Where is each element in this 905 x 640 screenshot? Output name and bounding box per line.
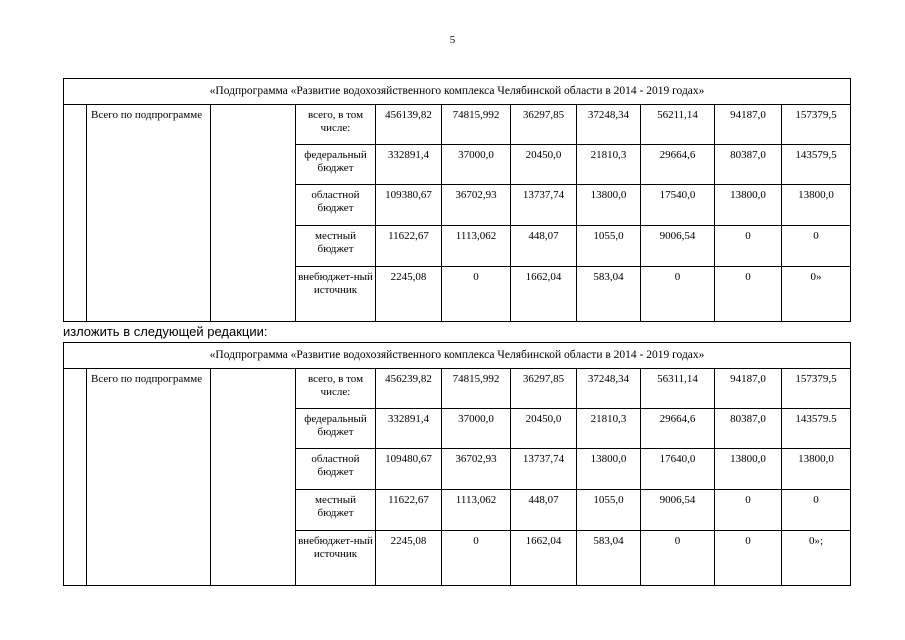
source-cell: местный бюджет [296, 226, 376, 267]
value-cell: 583,04 [577, 531, 641, 586]
value-cell: 1055,0 [577, 490, 641, 531]
value-cell: 13737,74 [511, 449, 577, 490]
value-cell: 36702,93 [442, 449, 511, 490]
value-cell: 21810,3 [577, 409, 641, 449]
value-cell: 1662,04 [511, 531, 577, 586]
source-cell: областной бюджет [296, 185, 376, 226]
value-cell: 0 [715, 267, 782, 322]
value-cell: 0 [715, 226, 782, 267]
value-cell: 13800,0 [715, 185, 782, 226]
value-cell: 80387,0 [715, 409, 782, 449]
value-cell: 143579,5 [782, 145, 851, 185]
value-cell: 20450,0 [511, 409, 577, 449]
value-cell: 583,04 [577, 267, 641, 322]
value-cell: 448,07 [511, 226, 577, 267]
source-cell: внебюджет-ный источник [296, 531, 376, 586]
value-cell: 17540,0 [641, 185, 715, 226]
value-cell: 1113,062 [442, 226, 511, 267]
value-cell: 56211,14 [641, 105, 715, 145]
amendment-instruction: изложить в следующей редакции: [63, 324, 268, 339]
value-cell: 80387,0 [715, 145, 782, 185]
table-title: «Подпрограмма «Развитие водохозяйственного комплекса Челябинской области в 2014 - 2019 годах» [64, 343, 851, 369]
value-cell: 157379,5 [782, 105, 851, 145]
empty-cell [64, 105, 87, 322]
value-cell: 29664,6 [641, 409, 715, 449]
value-cell: 11622,67 [376, 490, 442, 531]
source-cell: федеральный бюджет [296, 145, 376, 185]
value-cell: 0» [782, 267, 851, 322]
table-title: «Подпрограмма «Развитие водохозяйственного комплекса Челябинской области в 2014 - 2019 годах» [64, 79, 851, 105]
value-cell: 1662,04 [511, 267, 577, 322]
source-cell: всего, в том числе: [296, 105, 376, 145]
value-cell: 456139,82 [376, 105, 442, 145]
value-cell: 448,07 [511, 490, 577, 531]
row-label: Всего по подпрограмме [87, 369, 211, 586]
value-cell: 13800,0 [782, 185, 851, 226]
value-cell: 332891,4 [376, 409, 442, 449]
value-cell: 0 [715, 531, 782, 586]
value-cell: 74815,992 [442, 105, 511, 145]
source-cell: всего, в том числе: [296, 369, 376, 409]
value-cell: 0 [782, 226, 851, 267]
source-cell: внебюджет-ный источник [296, 267, 376, 322]
value-cell: 13800,0 [577, 185, 641, 226]
value-cell: 1113,062 [442, 490, 511, 531]
value-cell: 0 [641, 531, 715, 586]
value-cell: 56311,14 [641, 369, 715, 409]
value-cell: 74815,992 [442, 369, 511, 409]
value-cell: 37000,0 [442, 409, 511, 449]
value-cell: 37248,34 [577, 105, 641, 145]
value-cell: 21810,3 [577, 145, 641, 185]
value-cell: 0 [442, 267, 511, 322]
value-cell: 37000,0 [442, 145, 511, 185]
value-cell: 9006,54 [641, 490, 715, 531]
value-cell: 0 [715, 490, 782, 531]
value-cell: 157379,5 [782, 369, 851, 409]
value-cell: 20450,0 [511, 145, 577, 185]
value-cell: 1055,0 [577, 226, 641, 267]
value-cell: 11622,67 [376, 226, 442, 267]
value-cell: 94187,0 [715, 369, 782, 409]
value-cell: 0»; [782, 531, 851, 586]
value-cell: 13800,0 [715, 449, 782, 490]
value-cell: 17640,0 [641, 449, 715, 490]
value-cell: 456239,82 [376, 369, 442, 409]
page-number: 5 [449, 34, 456, 46]
source-cell: областной бюджет [296, 449, 376, 490]
value-cell: 0 [782, 490, 851, 531]
value-cell: 0 [641, 267, 715, 322]
value-cell: 0 [442, 531, 511, 586]
value-cell: 37248,34 [577, 369, 641, 409]
value-cell: 109380,67 [376, 185, 442, 226]
value-cell: 36297,85 [511, 105, 577, 145]
value-cell: 13800,0 [782, 449, 851, 490]
value-cell: 36702,93 [442, 185, 511, 226]
program-table-new [63, 342, 851, 586]
source-cell: федеральный бюджет [296, 409, 376, 449]
value-cell: 94187,0 [715, 105, 782, 145]
source-cell: местный бюджет [296, 490, 376, 531]
empty-cell [64, 369, 87, 586]
value-cell: 2245,08 [376, 531, 442, 586]
empty-cell [211, 105, 296, 322]
program-table-old [63, 78, 851, 322]
value-cell: 29664,6 [641, 145, 715, 185]
value-cell: 332891,4 [376, 145, 442, 185]
value-cell: 13737,74 [511, 185, 577, 226]
value-cell: 2245,08 [376, 267, 442, 322]
row-label: Всего по подпрограмме [87, 105, 211, 322]
value-cell: 109480,67 [376, 449, 442, 490]
value-cell: 9006,54 [641, 226, 715, 267]
value-cell: 13800,0 [577, 449, 641, 490]
empty-cell [211, 369, 296, 586]
value-cell: 36297,85 [511, 369, 577, 409]
value-cell: 143579.5 [782, 409, 851, 449]
